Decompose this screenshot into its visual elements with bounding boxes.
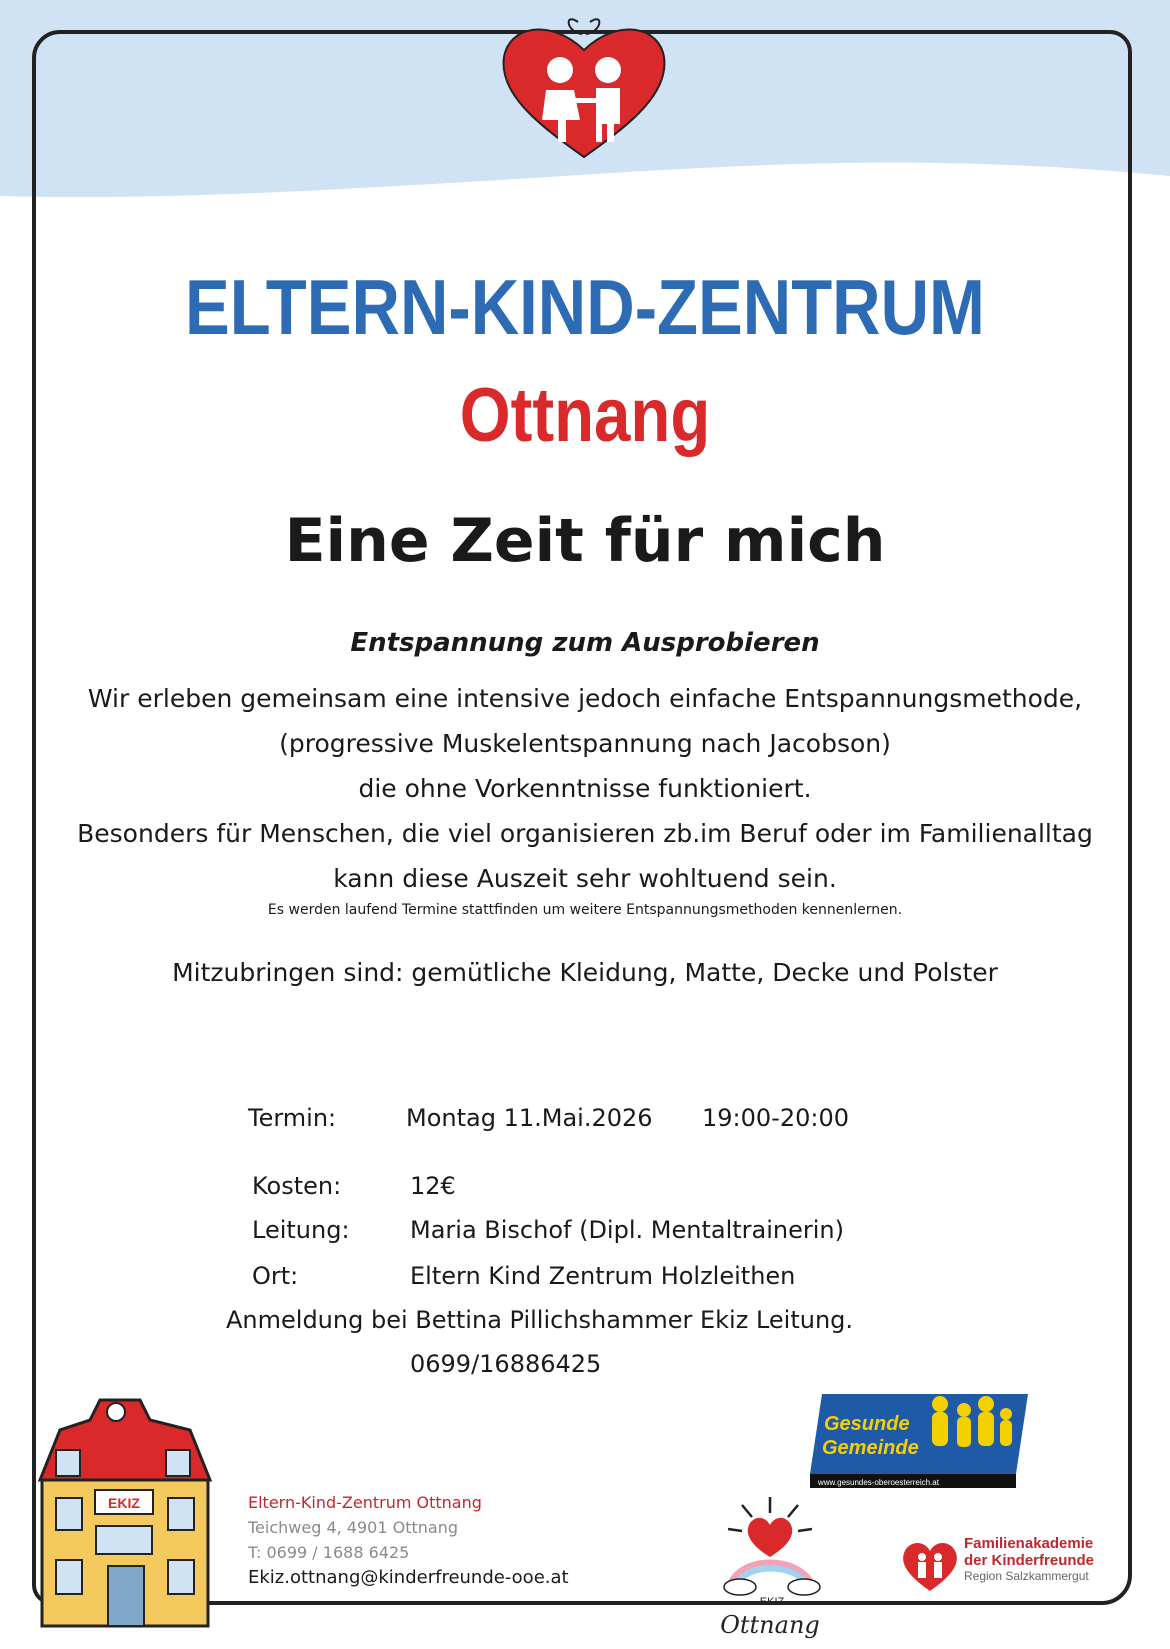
ort-value: Eltern Kind Zentrum Holzleithen bbox=[410, 1262, 796, 1290]
description-line: kann diese Auszeit sehr wohltuend sein. bbox=[333, 864, 837, 893]
kosten-label: Kosten: bbox=[252, 1172, 342, 1200]
house-sign: EKIZ bbox=[108, 1495, 140, 1511]
termin-date: Montag 11.Mai.2026 bbox=[406, 1104, 653, 1132]
event-description bbox=[60, 676, 1110, 901]
leitung-value: Maria Bischof (Dipl. Mentaltrainerin) bbox=[410, 1216, 844, 1244]
footer-phone: T: 0699 / 1688 6425 bbox=[248, 1543, 410, 1562]
gg-line1: Gesunde bbox=[824, 1413, 910, 1435]
contact-phone: 0699/16886425 bbox=[410, 1350, 602, 1378]
event-headline: Eine Zeit für mich bbox=[284, 506, 886, 576]
bring-items: Mitzubringen sind: gemütliche Kleidung, Matte, Decke und Polster bbox=[172, 958, 998, 987]
description-line: (progressive Muskelentspannung nach Jacobson) bbox=[279, 729, 891, 758]
fa-line2: der Kinderfreunde bbox=[964, 1552, 1095, 1569]
kosten-value: 12€ bbox=[410, 1172, 456, 1200]
ort-label: Ort: bbox=[252, 1262, 299, 1290]
center-title: ELTERN-KIND-ZENTRUM bbox=[185, 263, 985, 351]
termin-time: 19:00-20:00 bbox=[702, 1104, 849, 1132]
familienakademie-text bbox=[964, 1535, 1094, 1584]
fa-line3: Region Salzkammergut bbox=[964, 1569, 1089, 1583]
heart-children-logo bbox=[494, 12, 674, 162]
ekiz-ottnang-logo bbox=[720, 1495, 840, 1645]
gesunde-gemeinde-logo bbox=[810, 1390, 1032, 1490]
footer-org: Eltern-Kind-Zentrum Ottnang bbox=[248, 1493, 482, 1512]
anmeldung-text: Anmeldung bei Bettina Pillichshammer Ekiz Leitung. bbox=[226, 1306, 854, 1334]
description-line: Wir erleben gemeinsam eine intensive jedoch einfache Entspannungsmethode, bbox=[87, 684, 1083, 713]
center-subtitle: Ottnang bbox=[459, 373, 711, 458]
footer-address bbox=[248, 1490, 569, 1590]
description-line: Besonders für Menschen, die viel organisieren zb.im Beruf oder im Familienalltag bbox=[77, 819, 1093, 848]
ekiz-small-label: EKIZ bbox=[759, 1596, 785, 1608]
gg-line2: Gemeinde bbox=[822, 1437, 919, 1459]
footer-email[interactable]: Ekiz.ottnang@kinderfreunde-ooe.at bbox=[248, 1567, 569, 1588]
termin-label: Termin: bbox=[248, 1104, 337, 1132]
event-note: Es werden laufend Termine stattfinden um weitere Entspannungsmethoden kennenlernen. bbox=[267, 902, 903, 918]
footer-street: Teichweg 4, 4901 Ottnang bbox=[248, 1518, 458, 1537]
leitung-label: Leitung: bbox=[252, 1216, 350, 1244]
description-line: die ohne Vorkenntnisse funktioniert. bbox=[358, 774, 812, 803]
event-subheading: Entspannung zum Ausprobieren bbox=[350, 628, 820, 658]
ekiz-house-illustration bbox=[20, 1390, 220, 1630]
fa-line1: Familienakademie bbox=[964, 1535, 1094, 1552]
gg-url: www.gesundes-oberoesterreich.at bbox=[818, 1478, 939, 1487]
ekiz-town-label: Ottnang bbox=[720, 1611, 820, 1639]
